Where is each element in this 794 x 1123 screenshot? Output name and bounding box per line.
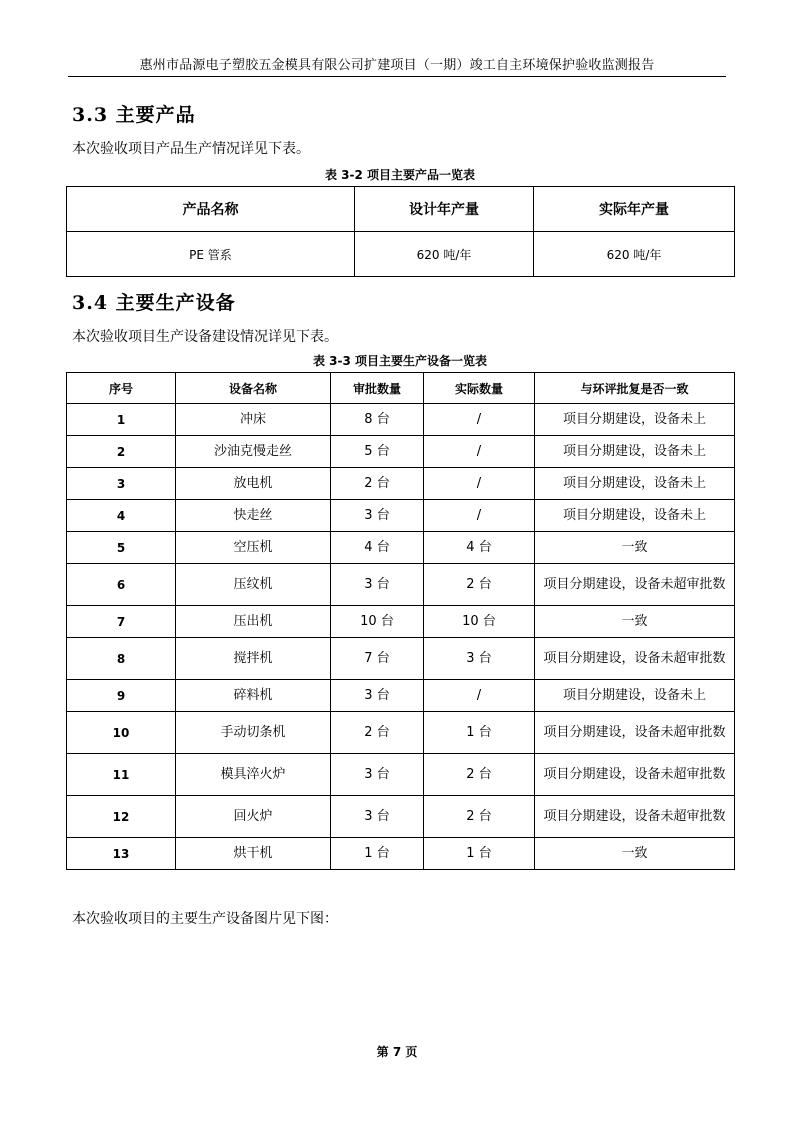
actual-quantity: 2 台 [424,564,535,606]
equipment-name: 空压机 [176,532,331,564]
consistency-status: 一致 [535,532,735,564]
actual-quantity: 10 台 [424,606,535,638]
consistency-status: 项目分期建设，设备未超审批数 [535,796,735,838]
equipment-name: 模具淬火炉 [176,754,331,796]
row-number: 5 [67,532,176,564]
actual-quantity: / [424,436,535,468]
section-3-3-intro: 本次验收项目产品生产情况详见下表。 [72,141,310,157]
section-3-3-title: 3.3 主要产品 [72,104,196,126]
table-row [67,404,735,436]
product-name: PE 管系 [67,232,355,277]
approved-quantity: 3 台 [331,754,424,796]
approved-quantity: 3 台 [331,796,424,838]
equipment-name: 压出机 [176,606,331,638]
consistency-status: 项目分期建设，设备未上 [535,404,735,436]
approved-quantity: 10 台 [331,606,424,638]
actual-quantity: 4 台 [424,532,535,564]
equipment-table-header [67,373,735,404]
column-header: 与环评批复是否一致 [535,373,735,404]
column-header: 产品名称 [67,187,355,232]
actual-quantity: 3 台 [424,638,535,680]
table-row [67,838,735,870]
column-header: 设计年产量 [355,187,534,232]
approved-quantity: 3 台 [331,564,424,606]
actual-quantity: 1 台 [424,838,535,870]
equipment-name: 压纹机 [176,564,331,606]
row-number: 6 [67,564,176,606]
table-row [67,712,735,754]
table-3-3-caption: 表 3-3 项目主要生产设备一览表 [312,354,488,368]
equipment-name: 快走丝 [176,500,331,532]
equipment-photos-intro: 本次验收项目的主要生产设备图片见下图： [72,911,338,927]
approved-quantity: 3 台 [331,680,424,712]
consistency-status: 项目分期建设，设备未上 [535,680,735,712]
approved-quantity: 7 台 [331,638,424,680]
actual-output: 620 吨/年 [534,232,735,277]
approved-quantity: 3 台 [331,500,424,532]
consistency-status: 一致 [535,838,735,870]
table-row [67,754,735,796]
table-row [67,436,735,468]
actual-quantity: / [424,468,535,500]
table-row [67,796,735,838]
actual-quantity: 2 台 [424,754,535,796]
consistency-status: 项目分期建设，设备未超审批数 [535,638,735,680]
section-3-4-title: 3.4 主要生产设备 [72,292,236,314]
product-table-header [67,187,735,232]
row-number: 12 [67,796,176,838]
actual-quantity: 1 台 [424,712,535,754]
consistency-status: 项目分期建设，设备未超审批数 [535,754,735,796]
column-header: 实际数量 [424,373,535,404]
approved-quantity: 2 台 [331,468,424,500]
actual-quantity: / [424,500,535,532]
approved-quantity: 8 台 [331,404,424,436]
approved-quantity: 4 台 [331,532,424,564]
row-number: 9 [67,680,176,712]
table-row [67,232,735,277]
row-number: 11 [67,754,176,796]
table-3-2-caption: 表 3-2 项目主要产品一览表 [324,168,476,182]
consistency-status: 项目分期建设，设备未超审批数 [535,712,735,754]
consistency-status: 项目分期建设，设备未超审批数 [535,564,735,606]
row-number: 3 [67,468,176,500]
design-output: 620 吨/年 [355,232,534,277]
column-header: 序号 [67,373,176,404]
equipment-name: 手动切条机 [176,712,331,754]
consistency-status: 项目分期建设，设备未上 [535,436,735,468]
row-number: 1 [67,404,176,436]
table-row [67,680,735,712]
row-number: 8 [67,638,176,680]
table-row [67,500,735,532]
equipment-table [66,372,735,870]
table-row [67,606,735,638]
equipment-name: 回火炉 [176,796,331,838]
equipment-name: 放电机 [176,468,331,500]
equipment-name: 沙油克慢走丝 [176,436,331,468]
actual-quantity: / [424,404,535,436]
equipment-name: 搅拌机 [176,638,331,680]
section-3-4-intro: 本次验收项目生产设备建设情况详见下表。 [72,329,338,345]
row-number: 10 [67,712,176,754]
column-header: 设备名称 [176,373,331,404]
equipment-name: 冲床 [176,404,331,436]
approved-quantity: 1 台 [331,838,424,870]
table-row [67,638,735,680]
consistency-status: 项目分期建设，设备未上 [535,468,735,500]
row-number: 7 [67,606,176,638]
actual-quantity: / [424,680,535,712]
equipment-name: 烘干机 [176,838,331,870]
row-number: 4 [67,500,176,532]
row-number: 13 [67,838,176,870]
equipment-name: 碎料机 [176,680,331,712]
column-header: 审批数量 [331,373,424,404]
approved-quantity: 5 台 [331,436,424,468]
page-number: 第 7 页 [376,1045,418,1059]
table-row [67,532,735,564]
product-table [66,186,735,277]
approved-quantity: 2 台 [331,712,424,754]
row-number: 2 [67,436,176,468]
table-row [67,468,735,500]
table-row [67,564,735,606]
consistency-status: 项目分期建设，设备未上 [535,500,735,532]
page-header: 惠州市品源电子塑胶五金模具有限公司扩建项目（一期）竣工自主环境保护验收监测报告 [68,56,726,77]
actual-quantity: 2 台 [424,796,535,838]
column-header: 实际年产量 [534,187,735,232]
consistency-status: 一致 [535,606,735,638]
